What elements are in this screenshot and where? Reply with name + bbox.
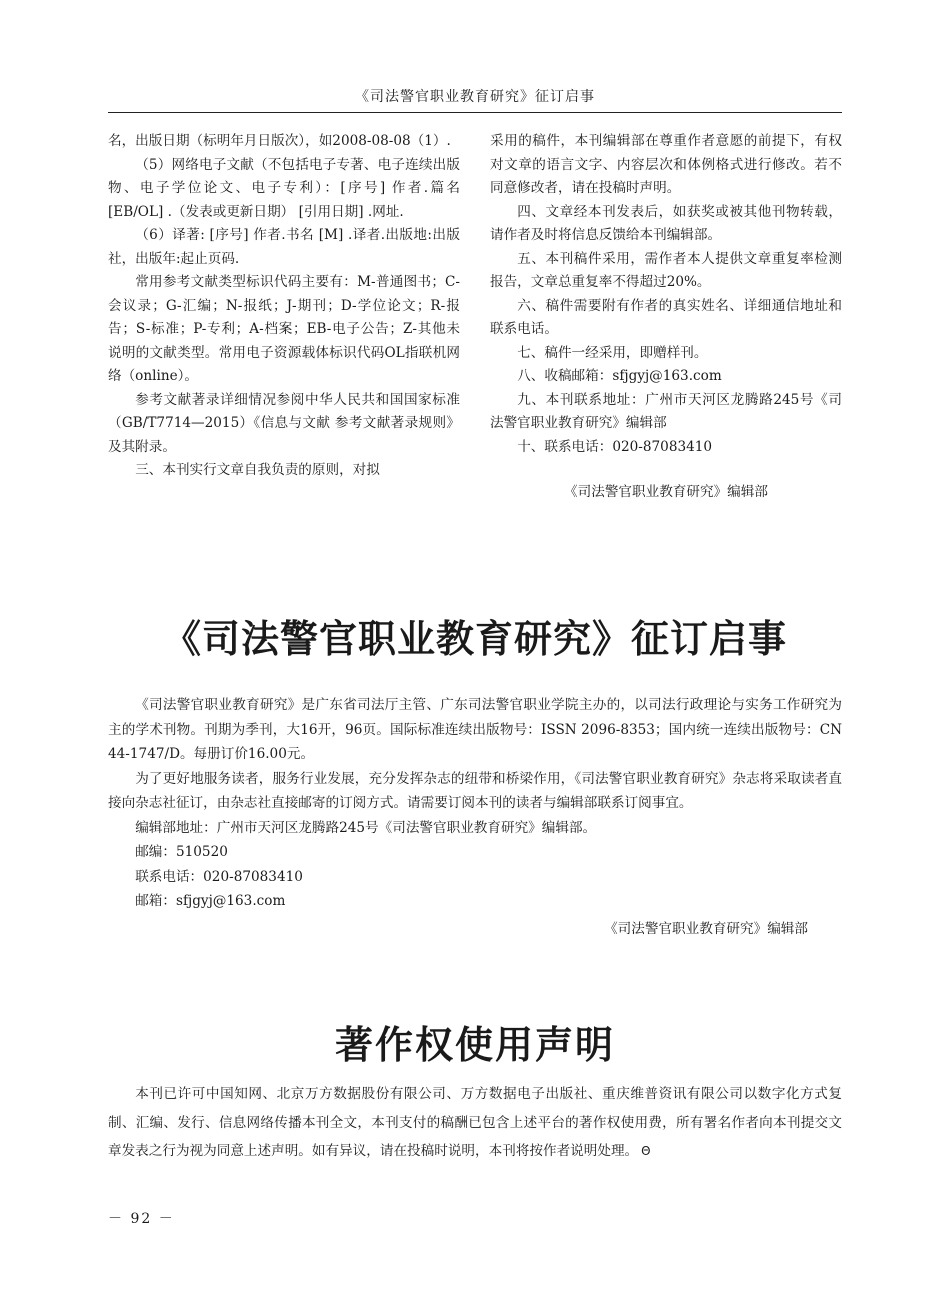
left-paragraph: 三、本刊实行文章自我负责的原则，对拟 bbox=[135, 462, 380, 478]
right-paragraph: 七、稿件一经采用，即赠样刊。 bbox=[517, 344, 708, 361]
notice-address: 编辑部地址：广州市天河区龙腾路245号《司法警官职业教育研究》编辑部。 bbox=[135, 819, 597, 836]
right-paragraph: 采用的稿件，本刊编辑部在尊重作者意愿的前提下，有权对文章的语言文字、内容层次和体例格式进行修改。若不同意修改者，请在投稿时声明。 bbox=[490, 133, 842, 196]
running-header: 《司法警官职业教育研究》征订启事 bbox=[355, 89, 595, 105]
editorial-signature: 《司法警官职业教育研究》编辑部 bbox=[564, 484, 768, 500]
left-paragraph: 常用参考文献类型标识代码主要有：M-普通图书；C-会议录；G-汇编；N-报纸；J-期刊；D-学位论文；R-报告；S-标准；P-专利；A-档案；EB-电子公告；Z-其他未说明的文献类型。常用电子资源载体标识代码OL指联机网络（online）。 bbox=[108, 274, 460, 384]
subscription-notice-title: 《司法警官职业教育研究》征订启事 bbox=[162, 616, 787, 661]
left-paragraph: （6）译著: [序号] 作者.书名 [M] .译者.出版地:出版社，出版年:起止页码. bbox=[108, 227, 460, 267]
copyright-title: 著作权使用声明 bbox=[334, 1022, 615, 1067]
notice-phone: 联系电话：020-87083410 bbox=[135, 868, 303, 885]
left-column bbox=[108, 130, 460, 483]
notice-signature: 《司法警官职业教育研究》编辑部 bbox=[604, 920, 808, 937]
notice-paragraph: 《司法警官职业教育研究》是广东省司法厅主管、广东司法警官职业学院主办的，以司法行政理论与实务工作研究为主的学术刊物。刊期为季刊，大16开，96页。国际标准连续出版物号：ISSN 2096-8353；国内统一连续出版物号：CN 44-1747/D。每册订价16.00元。 bbox=[108, 697, 842, 762]
notice-email: 邮箱：sfjgyj@163.com bbox=[135, 893, 286, 909]
subscription-notice-body bbox=[108, 693, 842, 941]
right-column bbox=[490, 130, 842, 505]
copyright-text: 本刊已许可中国知网、北京万方数据股份有限公司、万方数据电子出版社、重庆维普资讯有限公司以数字化方式复制、汇编、发行、信息网络传播本刊全文，本刊支付的稿酬已包含上述平台的著作权使用费，所有署名作者向本刊提交文章发表之行为视为同意上述声明。如有异议，请在投稿时说明，本刊将按作者说明处理。 bbox=[108, 1086, 842, 1159]
notice-paragraph: 为了更好地服务读者，服务行业发展，充分发挥杂志的纽带和桥梁作用，《司法警官职业教育研究》杂志将采取读者直接向杂志社征订，由杂志社直接邮寄的订阅方式。请需要订阅本刊的读者与编辑部联系订阅事宜。 bbox=[108, 770, 842, 811]
left-paragraph: 名，出版日期（标明年月日版次），如2008-08-08（1）. bbox=[108, 133, 451, 149]
right-paragraph: 四、文章经本刊发表后，如获奖或被其他刊物转载，请作者及时将信息反馈给本刊编辑部。 bbox=[490, 203, 842, 243]
left-paragraph: （5）网络电子文献（不包括电子专著、电子连续出版物、电子学位论文、电子专利）：[序号] 作者.篇名 [EB/OL] .（发表或更新日期） [引用日期] .网址. bbox=[108, 156, 460, 220]
end-mark-icon: Θ bbox=[641, 1144, 651, 1158]
right-paragraph: 八、收稿邮箱：sfjgyj@163.com bbox=[517, 368, 722, 384]
right-paragraph: 九、本刊联系地址：广州市天河区龙腾路245号《司法警官职业教育研究》编辑部 bbox=[490, 391, 842, 431]
notice-postcode: 邮编：510520 bbox=[135, 844, 228, 860]
right-paragraph: 六、稿件需要附有作者的真实姓名、详细通信地址和联系电话。 bbox=[490, 297, 842, 337]
left-paragraph: 参考文献著录详细情况参阅中华人民共和国国家标准（GB/T7714—2015）《信息与文献 参考文献著录规则》及其附录。 bbox=[108, 391, 460, 455]
header-rule bbox=[108, 112, 842, 113]
right-paragraph: 五、本刊稿件采用，需作者本人提供文章重复率检测报告，文章总重复率不得超过20%。 bbox=[490, 250, 842, 290]
right-paragraph: 十、联系电话：020-87083410 bbox=[517, 438, 713, 455]
page-number: － 92 － bbox=[108, 1211, 175, 1227]
copyright-body bbox=[108, 1080, 842, 1166]
copyright-paragraph bbox=[108, 1080, 842, 1166]
